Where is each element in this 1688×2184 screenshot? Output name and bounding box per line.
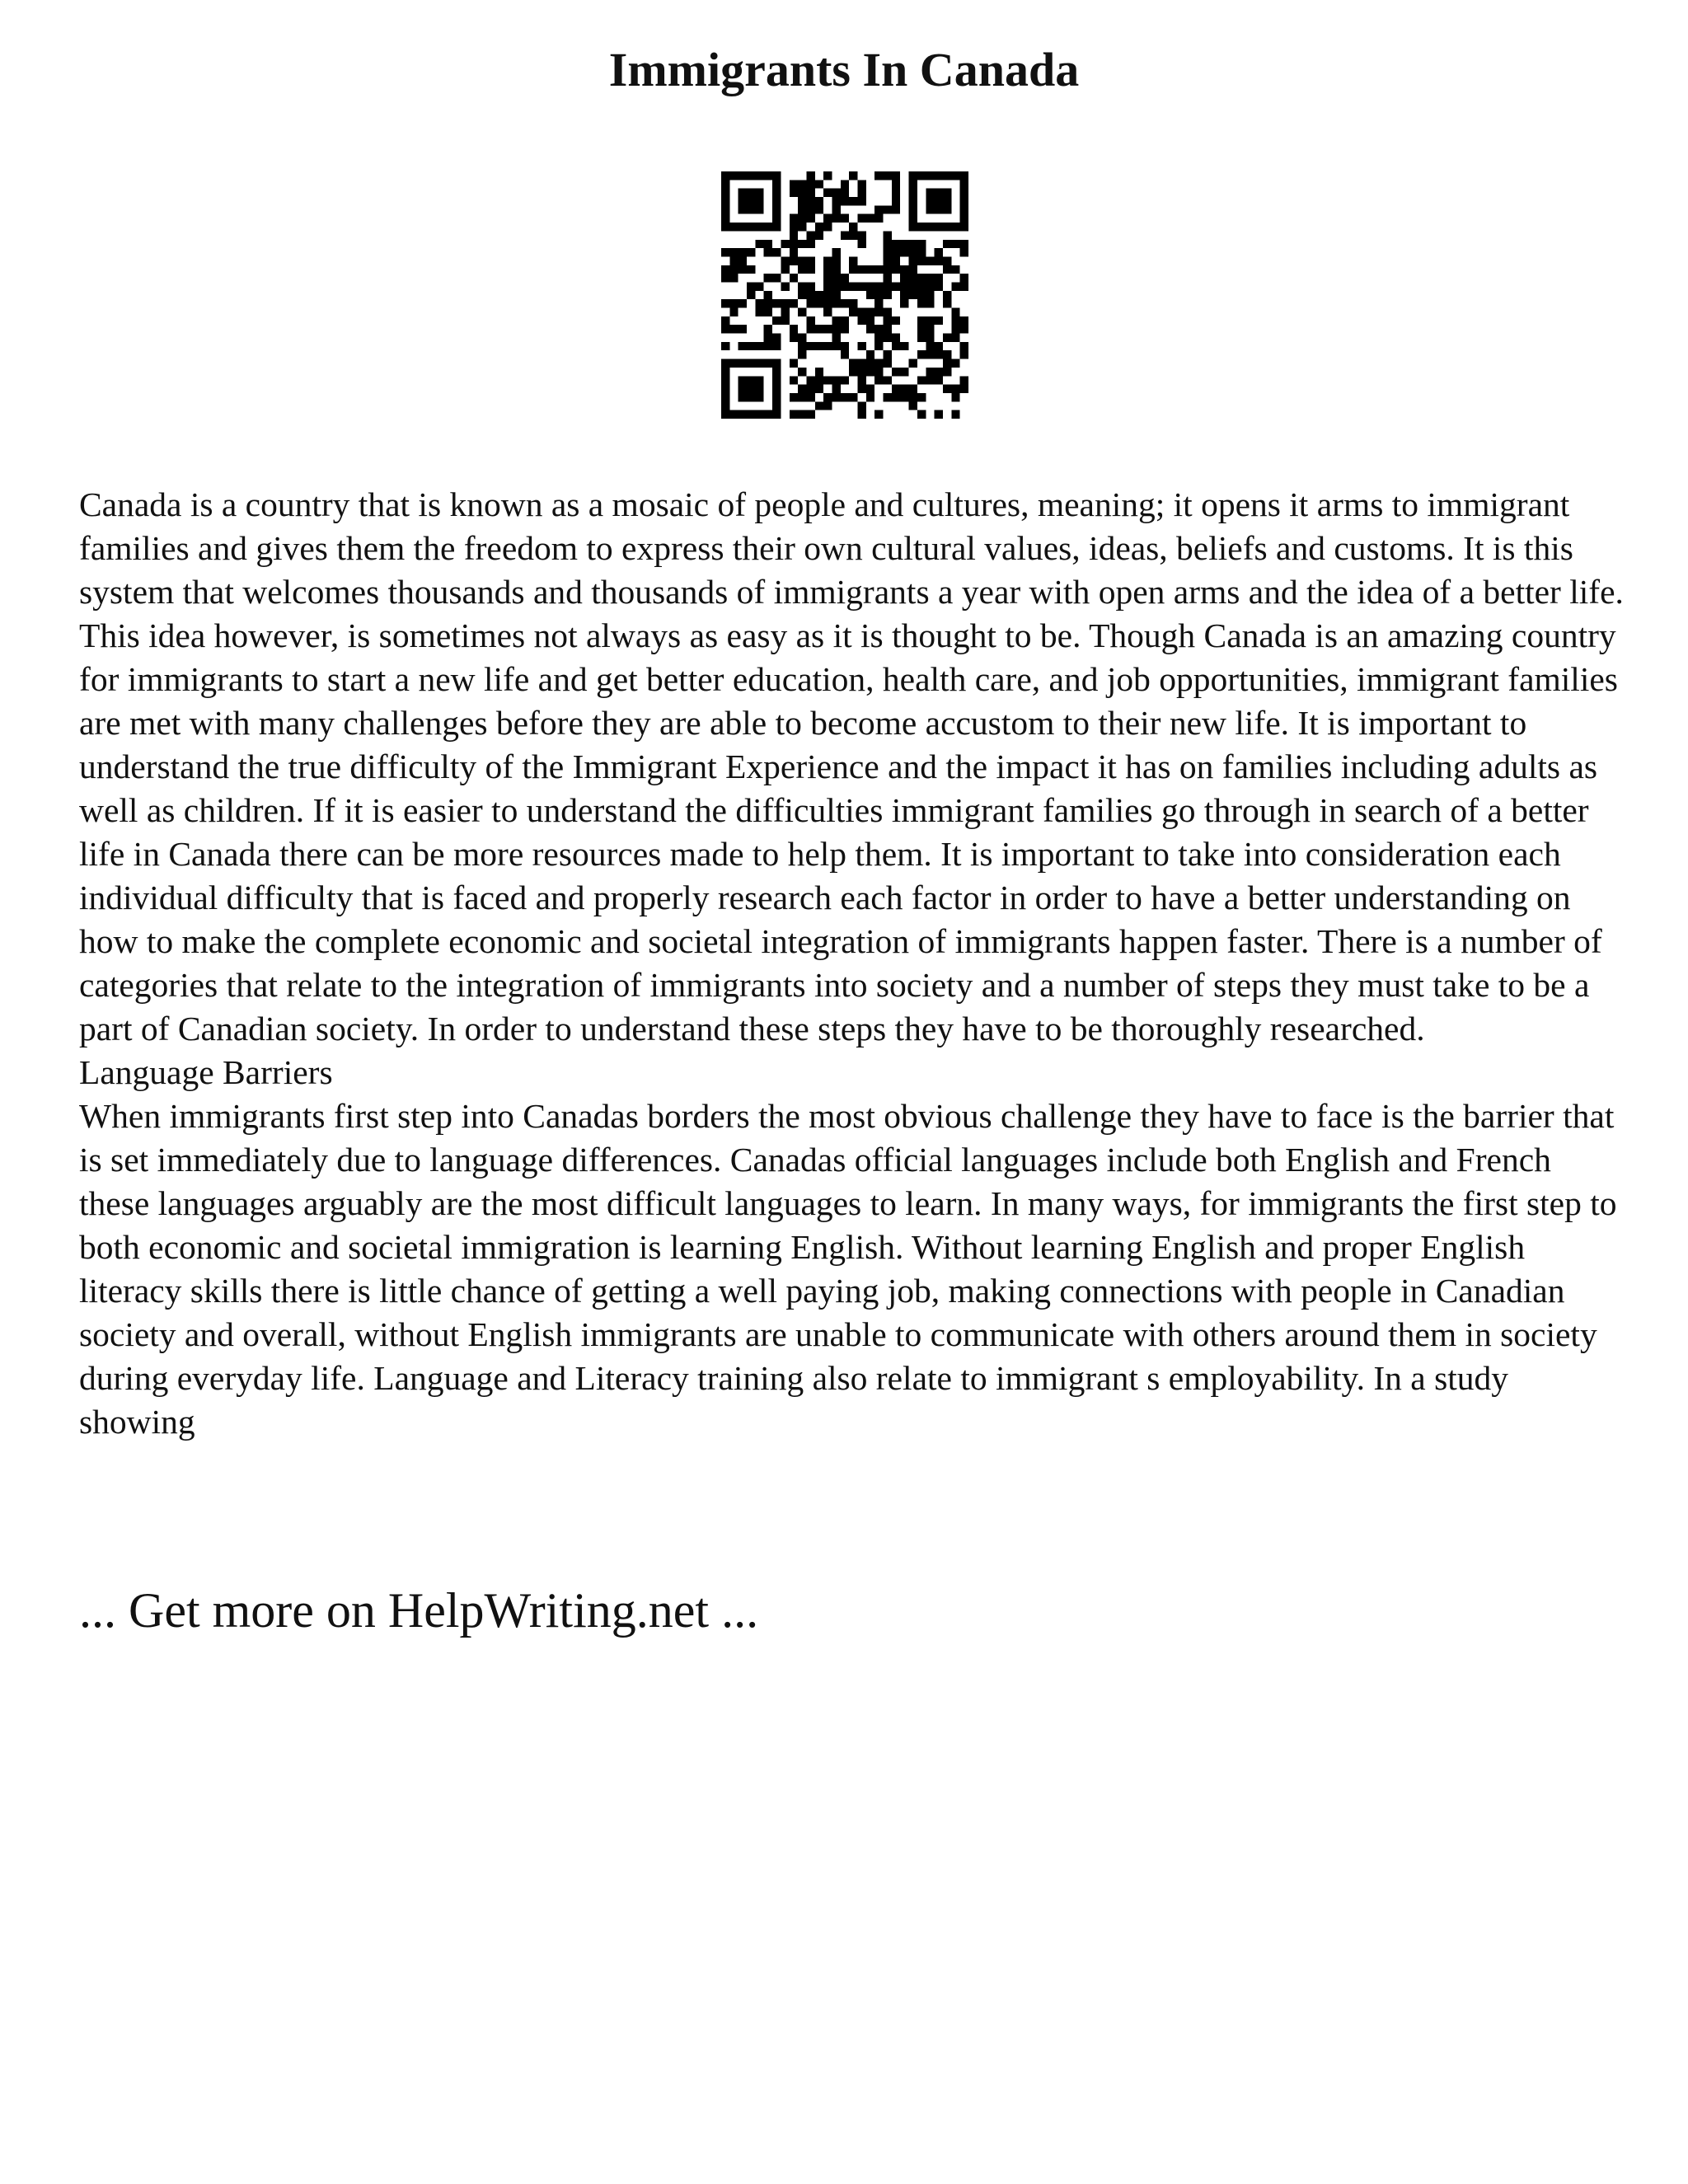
intro-paragraph: Canada is a country that is known as a mosaic of people and cultures, meaning; it opens it arms to immigrant families and gives them the freedom to express their own cultural values, ideas, beliefs and customs. It is this system that welcomes thousands and thousands of immigrants a year with open arms and the idea of a better life. This idea however, is sometimes not always as easy as it is thought to be. Though Canada is an amazing country for immigrants to start a new life and get better education, health care, and job opportunities, immigrant families are met with many challenges before they are able to become accustom to their new life. It is important to understand the true difficulty of the Immigrant Experience and the impact it has on families including adults as well as children. If it is easier to understand the difficulties immigrant families go through in search of a better life in Canada there can be more resources made to help them. It is important to take into consideration each individual difficulty that is faced and properly research each factor in order to have a better understanding on how to make the complete economic and societal integration of immigrants happen faster. There is a number of categories that relate to the integration of immigrants into society and a number of steps they must take to be a part of Canadian society. In order to understand these steps they have to be thoroughly researched. [79,485,1624,1047]
get-more-link[interactable]: ... Get more on HelpWriting.net ... [79,1583,759,1638]
language-paragraph: When immigrants first step into Canadas borders the most obvious challenge they have to face is the barrier that is set immediately due to language differences. Canadas official languages include both English and French these languages arguably are the most difficult languages to learn. In many ways, for immigrants the first step to both economic and societal immigration is learning English. Without learning English and proper English literacy skills there is little chance of getting a well paying job, making connections with people in Canadian society and overall, without English immigrants are unable to communicate with others around them in society during everyday life. Language and Literacy training also relate to immigrant s employability. In a study showing [79,1097,1617,1441]
section-heading-language-barriers: Language Barriers [79,1053,333,1091]
qr-code-icon [721,171,968,419]
page-title: Immigrants In Canada [608,43,1080,96]
article-body [79,483,1629,1444]
